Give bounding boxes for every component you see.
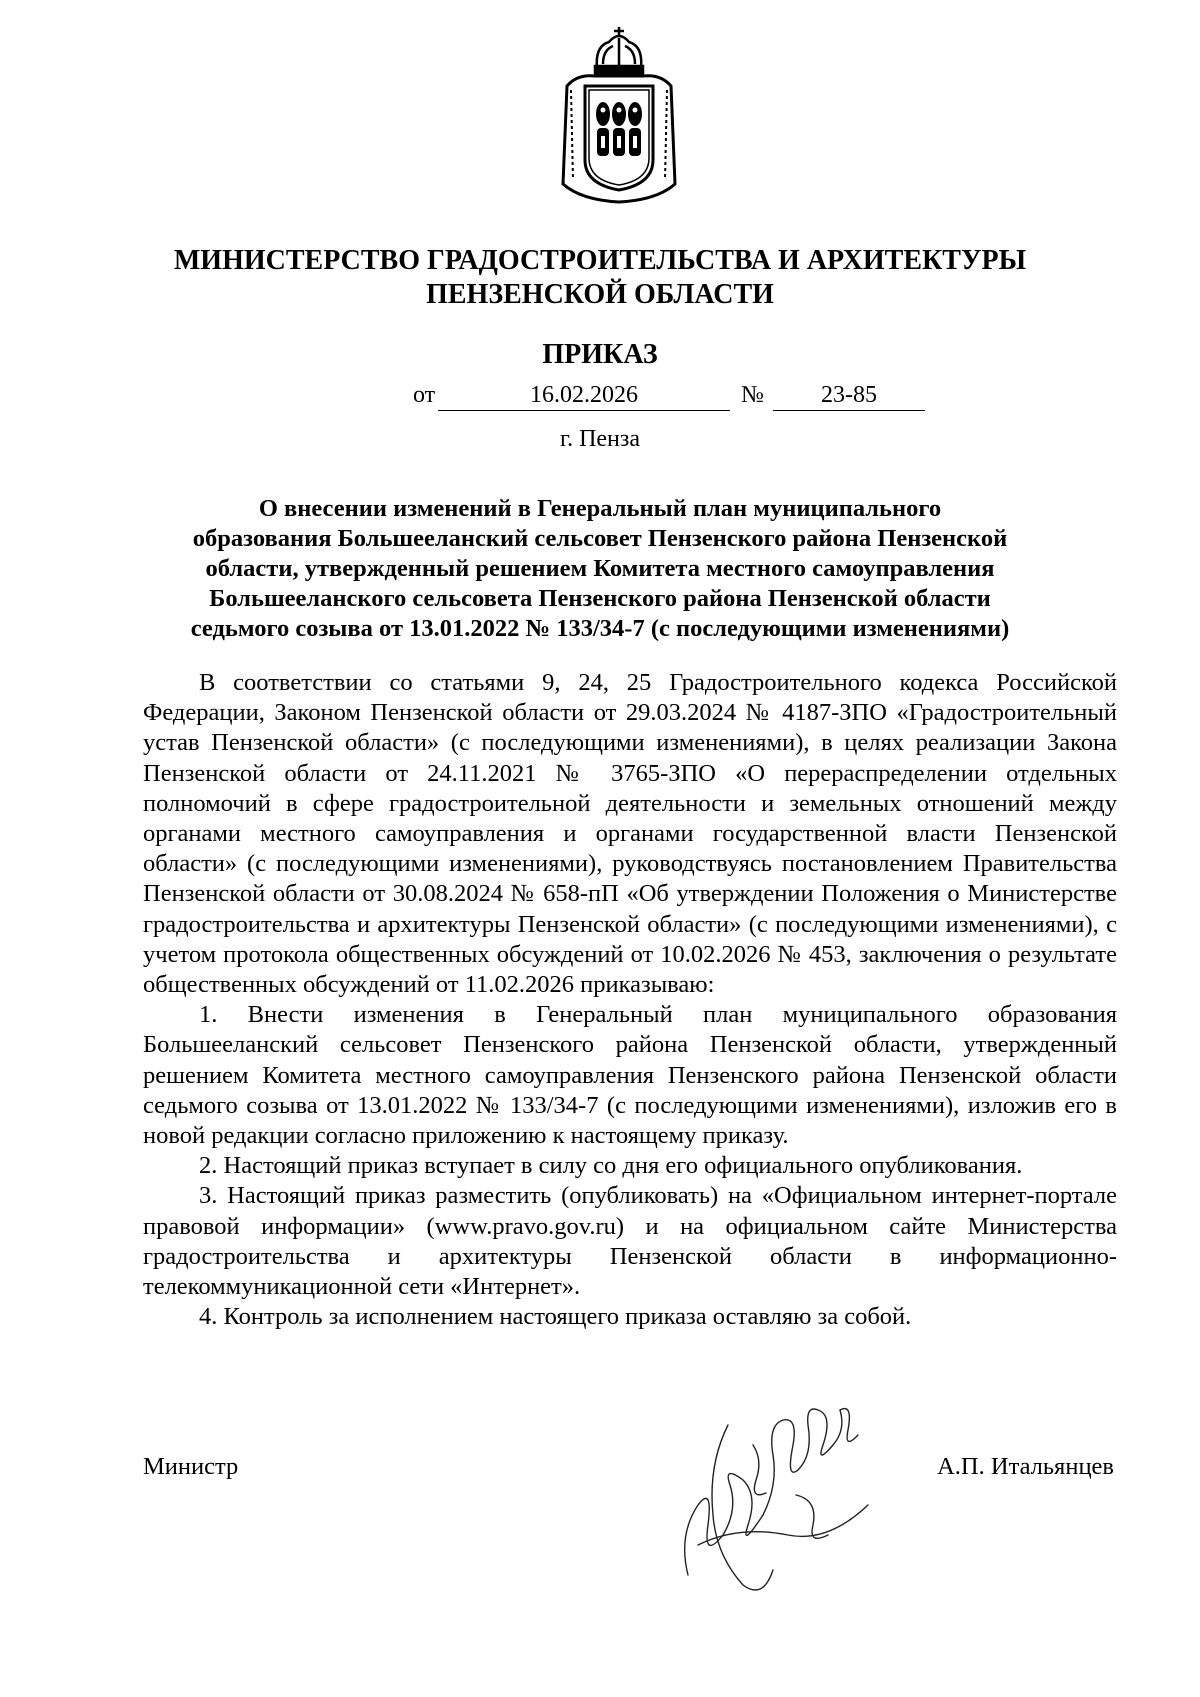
handwritten-signature-icon xyxy=(668,1385,888,1605)
order-item-4: 4. Контроль за исполнением настоящего приказа оставляю за собой. xyxy=(199,1303,912,1331)
heading-line: образования Большееланский сельсовет Пензенского района Пензенской xyxy=(192,525,1008,552)
document-number: 23-85 xyxy=(773,380,925,411)
document-date: 16.02.2026 xyxy=(438,380,730,411)
document-heading xyxy=(140,494,1060,644)
heading-line: О внесении изменений в Генеральный план муниципального xyxy=(258,495,942,522)
order-item-1: 1. Внести изменения в Генеральный план муниципального образования Большееланский сельсовет Пензенского района Пензенской области, утвержденный решением Комитета местного самоуправления Пензенского района Пензенской области седьмого созыва от 13.01.2022 № 133/34-7 (с последующими изменениями), изложив его в новой редакции согласно приложению к настоящему приказу. xyxy=(143,1001,1117,1150)
preamble-paragraph: В соответствии со статьями 9, 24, 25 Градостроительного кодекса Российской Федерации, Законом Пензенской области от 29.03.2024 № 4187-ЗПО «Градостроительный устав Пензенской области» (с последующими изменениями), в целях реализации Закона Пензенской области от 24.11.2021 № 3765-ЗПО «О перераспределении отдельных полномочий в сфере градостроительной деятельности и земельных отношений между органами местного самоуправления и органами государственной власти Пензенской области» (с последующими изменениями), руководствуясь постановлением Правительства Пензенской области от 30.08.2024 № 658-пП «Об утверждении Положения о Министерстве градостроительства и архитектуры Пензенской области» (с последующими изменениями), с учетом протокола общественных обсуждений от 10.02.2026 № 453, заключения о результате общественных обсуждений от 11.02.2026 приказываю: xyxy=(143,669,1117,999)
document-body xyxy=(143,668,1117,1332)
heading-line: Большееланского сельсовета Пензенского района Пензенской области xyxy=(209,585,991,612)
ministry-name-line2: ПЕНЗЕНСКОЙ ОБЛАСТИ xyxy=(426,279,774,310)
number-sign: № xyxy=(741,382,764,408)
signatory-title: Министр xyxy=(143,1453,239,1480)
order-item-3: 3. Настоящий приказ разместить (опубликовать) на «Официальном интернет-портале правовой информации» (www.pravo.gov.ru) и на официальном сайте Министерства градостроительства и архитектуры Пензенской области в информационно-телекоммуникационной сети «Интернет». xyxy=(143,1182,1117,1301)
order-item-2: 2. Настоящий приказ вступает в силу со дня его официального опубликования. xyxy=(199,1152,1023,1180)
document-type: ПРИКАЗ xyxy=(542,339,658,370)
ministry-name-line1: МИНИСТЕРСТВО ГРАДОСТРОИТЕЛЬСТВА И АРХИТЕКТУРЫ xyxy=(173,245,1027,276)
heading-line: области, утвержденный решением Комитета местного самоуправления xyxy=(205,555,995,582)
city: г. Пенза xyxy=(559,426,641,452)
signatory-name: А.П. Итальянцев xyxy=(937,1453,1114,1480)
date-prefix: от xyxy=(413,382,436,408)
coat-of-arms-icon xyxy=(557,24,681,204)
heading-line: седьмого созыва от 13.01.2022 № 133/34-7 (с последующими изменениями) xyxy=(190,615,1010,642)
